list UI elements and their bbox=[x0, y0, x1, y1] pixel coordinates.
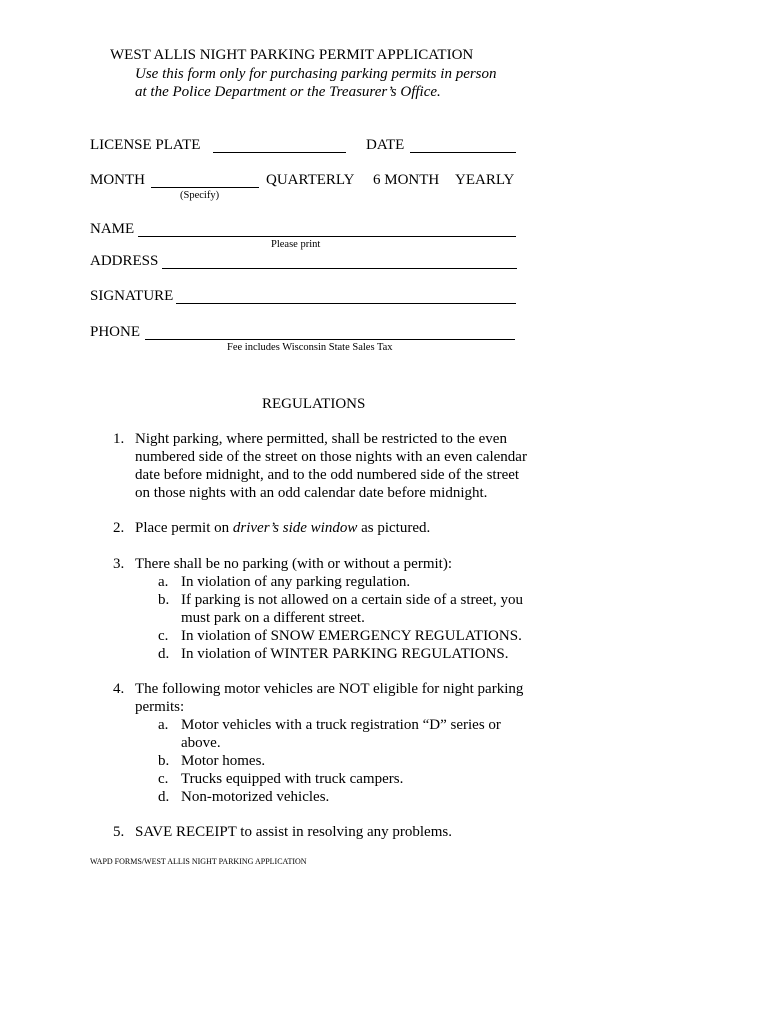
regulation-number: 1. bbox=[113, 431, 125, 447]
regulation-2-before: Place permit on bbox=[135, 520, 233, 536]
sub-letter: c. bbox=[158, 628, 169, 644]
month-hint: (Specify) bbox=[180, 190, 220, 201]
license-plate-label: LICENSE PLATE bbox=[90, 137, 201, 153]
regulation-3d: In violation of WINTER PARKING REGULATIONS. bbox=[181, 646, 509, 662]
date-field[interactable] bbox=[410, 152, 516, 153]
signature-field[interactable] bbox=[176, 303, 516, 304]
sub-letter: d. bbox=[158, 646, 170, 662]
form-footer: WAPD FORMS/WEST ALLIS NIGHT PARKING APPLICATION bbox=[90, 857, 307, 866]
regulation-3c: In violation of SNOW EMERGENCY REGULATIONS. bbox=[181, 628, 522, 644]
regulation-number: 4. bbox=[113, 681, 125, 697]
regulation-4c: Trucks equipped with truck campers. bbox=[181, 771, 404, 787]
regulation-number: 5. bbox=[113, 824, 125, 840]
sub-letter: b. bbox=[158, 592, 170, 608]
regulation-4-line1: The following motor vehicles are NOT eligible for night parking bbox=[135, 681, 524, 697]
regulation-4b: Motor homes. bbox=[181, 753, 266, 769]
signature-label: SIGNATURE bbox=[90, 288, 174, 304]
name-label: NAME bbox=[90, 221, 135, 237]
month-field[interactable] bbox=[151, 187, 259, 188]
license-plate-field[interactable] bbox=[213, 152, 346, 153]
regulation-4a-line1: Motor vehicles with a truck registration “D” series or bbox=[181, 717, 501, 733]
sub-letter: d. bbox=[158, 789, 170, 805]
name-field[interactable] bbox=[138, 236, 516, 237]
regulation-3b-line1: If parking is not allowed on a certain side of a street, you bbox=[181, 592, 523, 608]
month-label: MONTH bbox=[90, 172, 145, 188]
regulation-1-line: date before midnight, and to the odd numbered side of the street bbox=[135, 467, 520, 483]
regulation-4a-line2: above. bbox=[181, 735, 221, 751]
sub-letter: c. bbox=[158, 771, 169, 787]
yearly-option[interactable]: YEARLY bbox=[455, 172, 515, 188]
regulations-heading: REGULATIONS bbox=[262, 396, 366, 412]
regulation-4d: Non-motorized vehicles. bbox=[181, 789, 330, 805]
address-label: ADDRESS bbox=[90, 253, 159, 269]
regulation-3-text: There shall be no parking (with or without a permit): bbox=[135, 556, 452, 572]
regulation-2-after: as pictured. bbox=[357, 520, 431, 536]
sub-letter: b. bbox=[158, 753, 170, 769]
quarterly-option[interactable]: QUARTERLY bbox=[266, 172, 355, 188]
regulation-1-line: Night parking, where permitted, shall be restricted to the even bbox=[135, 431, 507, 447]
regulation-3b-line2: must park on a different street. bbox=[181, 610, 365, 626]
regulation-number: 3. bbox=[113, 556, 125, 572]
address-field[interactable] bbox=[162, 268, 517, 269]
form-subtitle-line1: Use this form only for purchasing parking permits in person bbox=[135, 66, 497, 82]
six-month-option[interactable]: 6 MONTH bbox=[373, 172, 440, 188]
form-subtitle-line2: at the Police Department or the Treasurer’s Office. bbox=[135, 84, 441, 100]
regulation-number: 2. bbox=[113, 520, 125, 536]
sub-letter: a. bbox=[158, 574, 169, 590]
fee-note: Fee includes Wisconsin State Sales Tax bbox=[227, 342, 393, 353]
regulation-2-text bbox=[135, 520, 430, 537]
regulation-2-emphasis: driver’s side window bbox=[232, 520, 358, 536]
regulation-3a: In violation of any parking regulation. bbox=[181, 574, 411, 590]
regulation-4-line2: permits: bbox=[135, 699, 185, 715]
regulation-1-line: numbered side of the street on those nights with an even calendar bbox=[135, 449, 527, 465]
phone-label: PHONE bbox=[90, 324, 141, 340]
regulation-1-line: on those nights with an odd calendar date before midnight. bbox=[135, 485, 488, 501]
date-label: DATE bbox=[366, 137, 405, 153]
name-hint: Please print bbox=[271, 239, 321, 250]
phone-field[interactable] bbox=[145, 339, 515, 340]
sub-letter: a. bbox=[158, 717, 169, 733]
form-title: WEST ALLIS NIGHT PARKING PERMIT APPLICATION bbox=[110, 47, 474, 63]
regulation-5-text: SAVE RECEIPT to assist in resolving any problems. bbox=[135, 824, 452, 840]
